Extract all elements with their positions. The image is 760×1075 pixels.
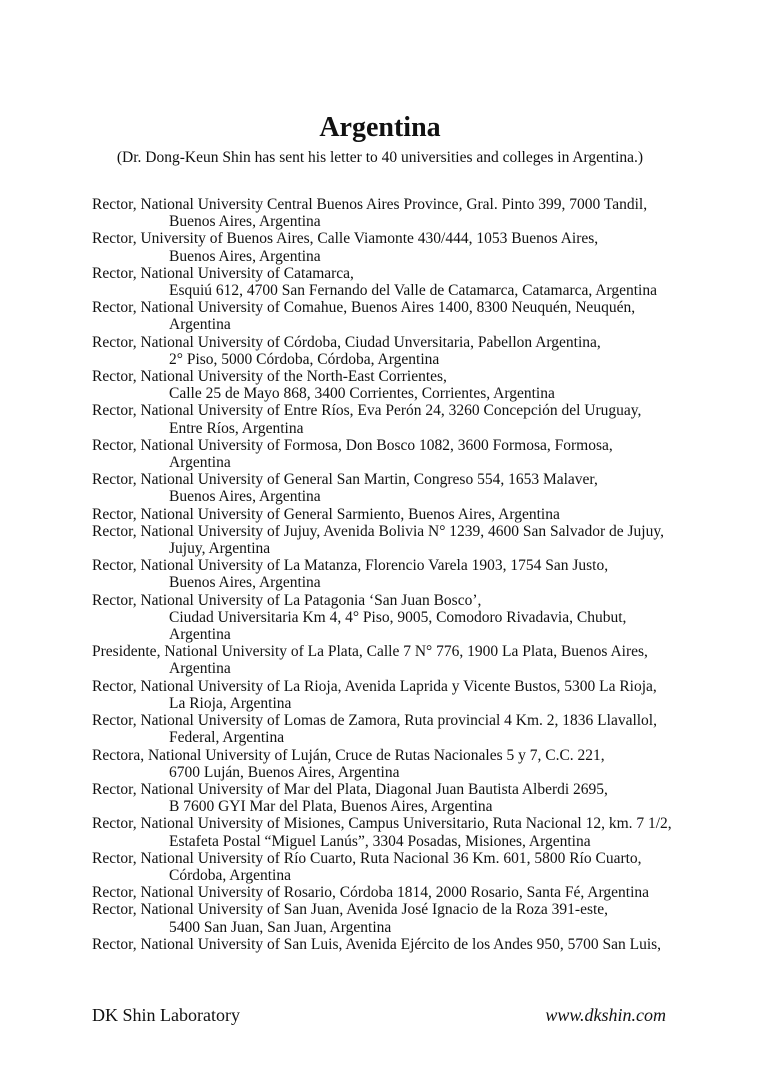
entry-continuation-line: Argentina	[169, 454, 231, 472]
list-item	[92, 884, 692, 901]
entry-first-line: Rector, National University of Rosario, Córdoba 1814, 2000 Rosario, Santa Fé, Argentina	[92, 884, 650, 902]
entry-continuation-line: La Rioja, Argentina	[169, 694, 292, 712]
entry-first-line: Rector, National University of Catamarca,	[92, 264, 354, 282]
entry-first-line: Rector, National University of San Juan, Avenida José Ignacio de la Roza 391-este,	[92, 901, 609, 919]
list-item	[92, 678, 692, 712]
page-subtitle: (Dr. Dong-Keun Shin has sent his letter to 40 universities and colleges in Argentina.)	[116, 149, 644, 166]
list-item	[92, 747, 692, 781]
entry-continuation-line: 2° Piso, 5000 Córdoba, Córdoba, Argentina	[169, 350, 440, 368]
entry-continuation-line: Entre Ríos, Argentina	[169, 419, 304, 437]
entry-continuation-line: Argentina	[169, 660, 231, 678]
entry-continuation-line: Estafeta Postal “Miguel Lanús”, 3304 Posadas, Misiones, Argentina	[169, 832, 591, 850]
entry-continuation-line: Federal, Argentina	[169, 729, 285, 747]
entry-continuation-line: 6700 Luján, Buenos Aires, Argentina	[169, 763, 400, 781]
entry-first-line: Rector, National University Central Buenos Aires Province, Gral. Pinto 399, 7000 Tandil,	[92, 196, 648, 213]
entry-continuation-line: Ciudad Universitaria Km 4, 4° Piso, 9005, Comodoro Rivadavia, Chubut,	[169, 608, 627, 626]
list-item	[92, 850, 692, 884]
entry-continuation-line: 5400 San Juan, San Juan, Argentina	[169, 918, 392, 936]
entry-first-line: Rector, National University of Lomas de Zamora, Ruta provincial 4 Km. 2, 1836 Llavallol,	[92, 712, 657, 730]
list-item	[92, 815, 692, 849]
list-item	[92, 196, 692, 230]
list-item	[92, 368, 692, 402]
list-item	[92, 712, 692, 746]
entry-continuation-line: B 7600 GYI Mar del Plata, Buenos Aires, Argentina	[169, 798, 493, 816]
entry-continuation-line: Jujuy, Argentina	[169, 540, 271, 558]
entry-continuation-line: Buenos Aires, Argentina	[169, 488, 321, 506]
entry-continuation-line: Buenos Aires, Argentina	[169, 247, 321, 265]
entry-continuation-line: Argentina	[169, 626, 231, 644]
list-item	[92, 557, 692, 591]
entry-first-line: Rector, National University of Jujuy, Avenida Bolivia N° 1239, 4600 San Salvador de Jujuy,	[92, 522, 664, 540]
list-item	[92, 592, 692, 644]
list-item	[92, 643, 692, 677]
footer-website: www.dkshin.com	[545, 1005, 666, 1025]
list-item	[92, 334, 692, 368]
entry-continuation-line: Córdoba, Argentina	[169, 866, 291, 884]
entry-first-line: Rector, National University of Entre Ríos, Eva Perón 24, 3260 Concepción del Uruguay,	[92, 402, 642, 420]
entry-continuation-line: Buenos Aires, Argentina	[169, 574, 321, 592]
entry-first-line: Rector, National University of the North-East Corrientes,	[92, 368, 447, 386]
entry-first-line: Rectora, National University of Luján, Cruce de Rutas Nacionales 5 y 7, C.C. 221,	[92, 746, 605, 764]
list-item	[92, 936, 692, 953]
entry-first-line: Rector, National University of La Patagonia ‘San Juan Bosco’,	[92, 591, 482, 609]
list-item	[92, 437, 692, 471]
list-item	[92, 523, 692, 557]
entry-first-line: Rector, National University of Comahue, Buenos Aires 1400, 8300 Neuquén, Neuquén,	[92, 299, 636, 317]
entry-first-line: Rector, University of Buenos Aires, Calle Viamonte 430/444, 1053 Buenos Aires,	[92, 230, 599, 248]
entry-first-line: Rector, National University of Formosa, Don Bosco 1082, 3600 Formosa, Formosa,	[92, 436, 613, 454]
entry-first-line: Rector, National University of La Matanza, Florencio Varela 1903, 1754 San Justo,	[92, 557, 609, 575]
entry-first-line: Presidente, National University of La Plata, Calle 7 N° 776, 1900 La Plata, Buenos Aires,	[92, 643, 648, 661]
university-list	[92, 196, 692, 953]
list-item	[92, 901, 692, 935]
entry-first-line: Rector, National University of General Sarmiento, Buenos Aires, Argentina	[92, 505, 560, 523]
list-item	[92, 471, 692, 505]
footer-lab-name: DK Shin Laboratory	[92, 1005, 240, 1025]
list-item	[92, 265, 692, 299]
entry-first-line: Rector, National University of Córdoba, Ciudad Unversitaria, Pabellon Argentina,	[92, 333, 601, 351]
list-item	[92, 402, 692, 436]
entry-continuation-line: Calle 25 de Mayo 868, 3400 Corrientes, Corrientes, Argentina	[169, 385, 555, 403]
entry-first-line: Rector, National University of San Luis, Avenida Ejército de los Andes 950, 5700 San Luis,	[92, 935, 662, 953]
list-item	[92, 506, 692, 523]
list-item	[92, 781, 692, 815]
entry-continuation-line: Buenos Aires, Argentina	[169, 213, 321, 231]
entry-continuation-line: Argentina	[169, 316, 231, 334]
entry-first-line: Rector, National University of Río Cuarto, Ruta Nacional 36 Km. 601, 5800 Río Cuarto,	[92, 849, 642, 867]
list-item	[92, 299, 692, 333]
entry-first-line: Rector, National University of Misiones, Campus Universitario, Ruta Nacional 12, km. 7 1/2,	[92, 815, 672, 833]
entry-first-line: Rector, National University of Mar del Plata, Diagonal Juan Bautista Alberdi 2695,	[92, 780, 608, 798]
entry-first-line: Rector, National University of La Rioja, Avenida Laprida y Vicente Bustos, 5300 La Rioja,	[92, 677, 657, 695]
page-title: Argentina	[319, 112, 441, 143]
list-item	[92, 230, 692, 264]
entry-first-line: Rector, National University of General San Martin, Congreso 554, 1653 Malaver,	[92, 471, 598, 489]
entry-continuation-line: Esquiú 612, 4700 San Fernando del Valle de Catamarca, Catamarca, Argentina	[169, 282, 657, 300]
